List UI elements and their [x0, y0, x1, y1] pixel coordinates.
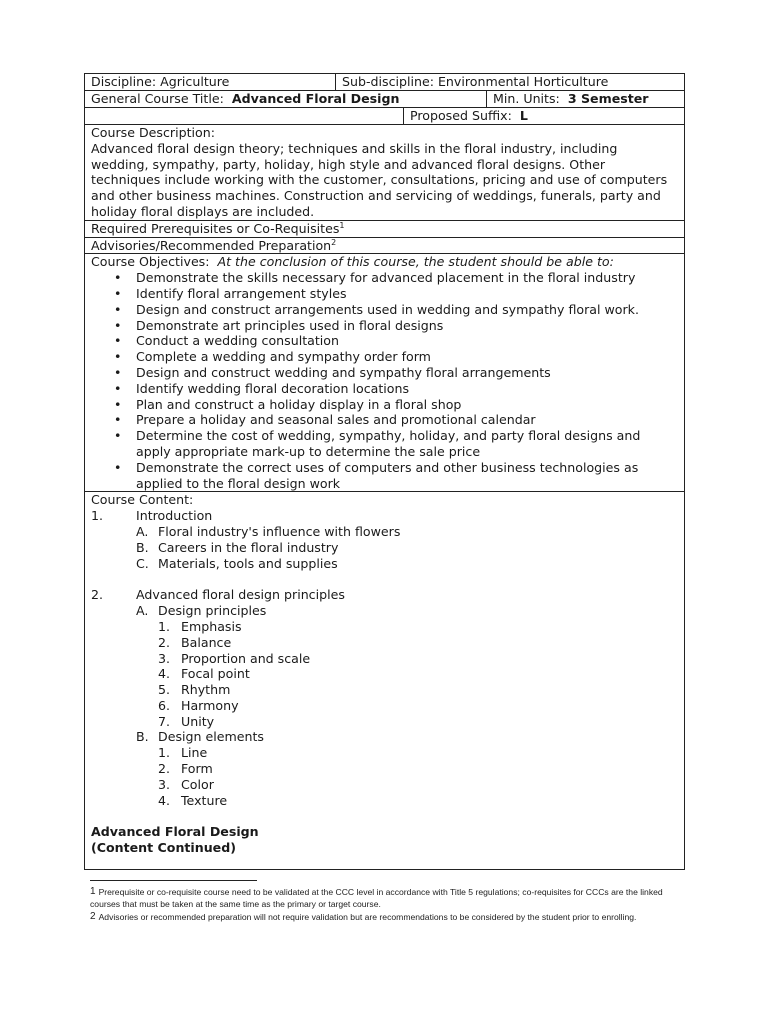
objective-text: Demonstrate the skills necessary for advanced placement in the floral industry — [136, 270, 636, 286]
suffix-cell — [403, 108, 684, 124]
list-item — [136, 524, 678, 540]
list-item — [158, 619, 678, 635]
item-text: Line — [181, 745, 208, 761]
list-item — [158, 777, 678, 793]
item-text: Emphasis — [181, 618, 242, 634]
continued-title: Advanced Floral Design — [91, 824, 259, 840]
list-item — [158, 682, 678, 698]
list-item — [91, 270, 678, 286]
objective-text: Identify floral arrangement styles — [136, 285, 347, 301]
content-label: Course Content: — [91, 492, 194, 508]
suffix-value: L — [519, 108, 528, 123]
list-item — [91, 318, 678, 334]
bullet-icon: • — [114, 285, 122, 301]
section-number: 2. — [91, 587, 104, 603]
bullet-icon: • — [114, 333, 122, 349]
footnote-divider — [90, 880, 257, 881]
objectives-block — [85, 254, 684, 491]
design-principles-list — [91, 619, 678, 730]
objectives-row — [84, 254, 685, 492]
objectives-intro: At the conclusion of this course, the student should be able to: — [217, 254, 614, 270]
content-section-2 — [91, 587, 678, 603]
footnote-2 — [90, 911, 685, 923]
content-section-1 — [91, 508, 678, 524]
discipline-cell: Discipline: Agriculture — [91, 74, 230, 89]
advisories-footnote-mark: 2 — [331, 237, 337, 247]
bullet-icon: • — [114, 270, 122, 286]
bullet-icon: • — [114, 317, 122, 333]
suffix-spacer-cell — [85, 108, 403, 124]
objective-text: Prepare a holiday and seasonal sales and promotional calendar — [136, 412, 536, 428]
footnotes — [90, 886, 685, 923]
item-key: 3. — [158, 776, 171, 792]
list-item — [158, 745, 678, 761]
general-title-cell — [85, 91, 486, 107]
prerequisites-footnote-mark: 1 — [339, 220, 345, 230]
list-item — [136, 540, 678, 556]
list-item — [158, 761, 678, 777]
subtopic-text: Floral industry's influence with flowers — [158, 523, 401, 539]
objective-text: Plan and construct a holiday display in a floral shop — [136, 396, 462, 412]
objective-text: Demonstrate the correct uses of computers and other business technologies as applied to the floral design work — [136, 459, 639, 491]
item-text: Form — [181, 761, 213, 777]
bullet-icon: • — [114, 459, 122, 475]
list-item — [136, 603, 678, 619]
continued-subtitle: (Content Continued) — [91, 840, 236, 856]
objective-text: Determine the cost of wedding, sympathy, holiday, and party floral designs and apply appropriate mark-up to determine the sale price — [136, 428, 641, 459]
item-text: Color — [181, 776, 214, 792]
list-item — [91, 333, 678, 349]
spacer — [91, 808, 678, 824]
item-text: Rhythm — [181, 682, 231, 698]
bullet-icon: • — [114, 380, 122, 396]
item-key: 1. — [158, 618, 171, 634]
subdiscipline-cell: Sub-discipline: Environmental Horticulture — [335, 74, 684, 90]
section-number: 1. — [91, 508, 104, 524]
item-key: 1. — [158, 745, 171, 761]
min-units-label: Min. Units: — [493, 91, 568, 106]
subtopic-key: B. — [136, 729, 149, 745]
section-2-subtopics-b — [91, 729, 678, 745]
description-text: Advanced floral design theory; techniques and skills in the floral industry, including wedding, sympathy, party, holiday, high style and advanced floral designs. Other techniques include working with the customer, consultations, pricing and use of computers and other business machines. Construction and servicing of weddings, funerals, party and holiday floral displays are included. — [91, 140, 668, 219]
content-row — [84, 492, 685, 870]
content-block — [85, 492, 684, 869]
section-title: Introduction — [136, 508, 213, 524]
advisories-block — [85, 238, 684, 254]
footnote-text: Prerequisite or co-requisite course need to be validated at the CCC level in accordance with Title 5 regulations; co-requisites for CCCs are the linked courses that must be taken at the same time as the primary or target course. — [90, 887, 663, 910]
spacer — [91, 571, 678, 587]
item-key: 7. — [158, 713, 171, 729]
item-text: Unity — [181, 713, 215, 729]
bullet-icon: • — [114, 349, 122, 365]
item-key: 3. — [158, 650, 171, 666]
subtopic-key: A. — [136, 523, 149, 539]
suffix-label: Proposed Suffix: — [410, 108, 520, 123]
advisories-row — [84, 238, 685, 255]
objective-text: Design and construct wedding and sympathy floral arrangements — [136, 364, 551, 380]
list-item — [158, 635, 678, 651]
subtopic-text: Materials, tools and supplies — [158, 555, 338, 571]
objectives-list — [91, 270, 678, 491]
item-key: 2. — [158, 634, 171, 650]
subtopic-key: C. — [136, 555, 149, 571]
objective-text: Identify wedding floral decoration locations — [136, 380, 410, 396]
list-item — [91, 302, 678, 318]
course-title-row — [84, 91, 685, 108]
objectives-heading — [91, 254, 678, 270]
item-text: Focal point — [181, 666, 250, 682]
list-item — [91, 349, 678, 365]
bullet-icon: • — [114, 428, 122, 444]
list-item — [136, 556, 678, 572]
list-item — [91, 381, 678, 397]
list-item — [136, 729, 678, 745]
general-title-value: Advanced Floral Design — [231, 91, 400, 106]
min-units-value: 3 Semester — [567, 91, 649, 106]
design-elements-list — [91, 745, 678, 808]
description-row — [84, 125, 685, 221]
objective-text: Demonstrate art principles used in floral designs — [136, 317, 444, 333]
section-1-subtopics — [91, 524, 678, 571]
list-item — [91, 365, 678, 381]
description-label: Course Description: — [91, 125, 215, 140]
list-item — [158, 651, 678, 667]
general-title-label: General Course Title: — [91, 91, 232, 106]
item-key: 5. — [158, 682, 171, 698]
item-text: Harmony — [181, 697, 239, 713]
section-title: Advanced floral design principles — [136, 587, 345, 603]
bullet-icon: • — [114, 301, 122, 317]
list-item — [158, 698, 678, 714]
prerequisites-row — [84, 221, 685, 238]
list-item — [91, 286, 678, 302]
footnote-1 — [90, 886, 685, 911]
subtopic-key: A. — [136, 603, 149, 619]
item-text: Texture — [181, 792, 228, 808]
subtopic-text: Careers in the floral industry — [158, 539, 339, 555]
subtopic-text: Design principles — [158, 603, 267, 619]
objectives-label: Course Objectives: — [91, 254, 218, 270]
item-key: 4. — [158, 666, 171, 682]
min-units-cell — [486, 91, 684, 107]
objective-text: Complete a wedding and sympathy order form — [136, 349, 431, 365]
footnote-text: Advisories or recommended preparation will not require validation but are recommendations to be considered by the student prior to enrolling. — [98, 911, 637, 922]
list-item — [91, 397, 678, 413]
subtopic-key: B. — [136, 539, 149, 555]
footnote-mark: 1 — [90, 886, 96, 897]
discipline-row — [84, 73, 685, 91]
item-key: 2. — [158, 761, 171, 777]
prerequisites-label: Required Prerequisites or Co-Requisites — [91, 220, 340, 236]
list-item — [158, 793, 678, 809]
item-text: Proportion and scale — [181, 650, 311, 666]
bullet-icon: • — [114, 412, 122, 428]
course-outline-document — [84, 73, 685, 870]
list-item — [91, 412, 678, 428]
item-text: Balance — [181, 634, 232, 650]
suffix-row — [84, 108, 685, 125]
item-key: 6. — [158, 697, 171, 713]
list-item — [158, 714, 678, 730]
list-item — [91, 428, 678, 460]
subtopic-text: Design elements — [158, 729, 264, 745]
objective-text: Conduct a wedding consultation — [136, 333, 339, 349]
advisories-label: Advisories/Recommended Preparation — [91, 237, 332, 253]
footnote-mark: 2 — [90, 910, 96, 922]
objective-text: Design and construct arrangements used in wedding and sympathy floral work. — [136, 301, 639, 317]
bullet-icon: • — [114, 364, 122, 380]
item-key: 4. — [158, 792, 171, 808]
section-2-subtopics — [91, 603, 678, 619]
list-item — [158, 666, 678, 682]
description-block — [85, 125, 684, 220]
list-item — [91, 460, 678, 492]
prerequisites-block — [85, 221, 684, 237]
bullet-icon: • — [114, 396, 122, 412]
